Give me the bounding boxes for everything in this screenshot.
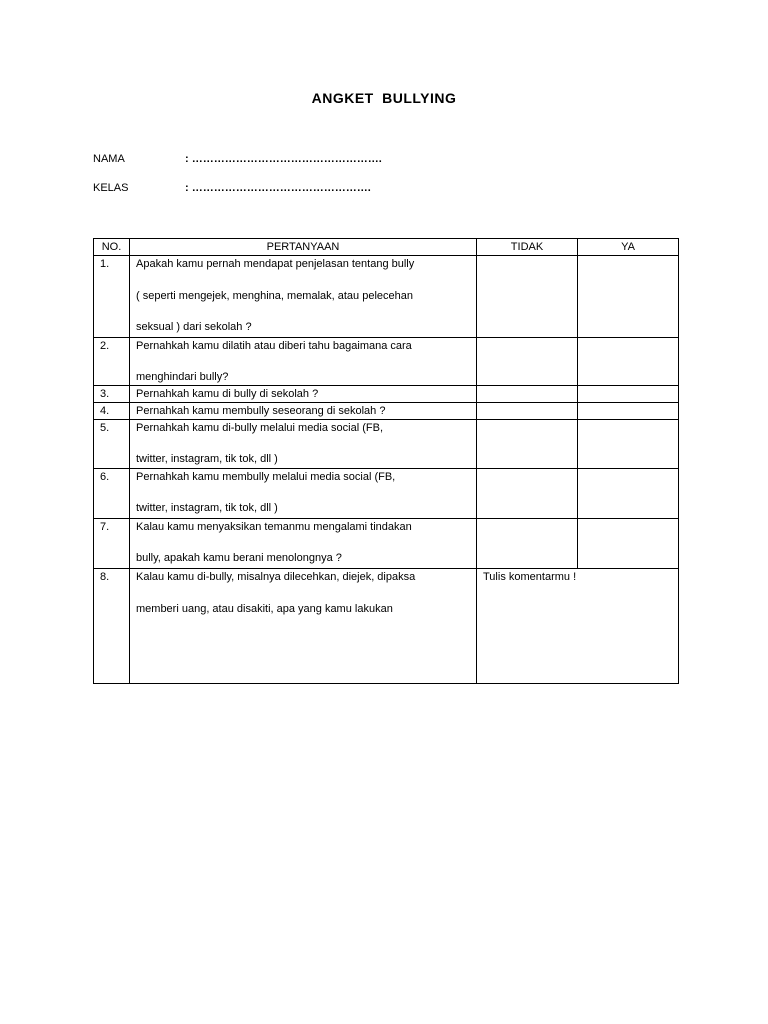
kelas-value: : …………………………………………. xyxy=(185,182,371,194)
table-row xyxy=(94,403,679,420)
page-title: ANGKET BULLYING xyxy=(311,90,457,106)
table-header-row xyxy=(94,239,679,256)
answer-tidak-cell[interactable] xyxy=(477,338,578,386)
answer-tidak-cell[interactable] xyxy=(477,519,578,569)
question-cell xyxy=(130,403,477,420)
question-line: Kalau kamu di-bully, misalnya dilecehkan, diejek, dipaksa xyxy=(136,571,416,583)
comment-prompt: Tulis komentarmu ! xyxy=(483,571,577,583)
nama-field[interactable] xyxy=(93,153,382,165)
question-line: Apakah kamu pernah mendapat penjelasan tentang bully xyxy=(136,258,415,270)
question-cell xyxy=(130,519,477,569)
questionnaire-table xyxy=(93,238,679,684)
answer-tidak-cell[interactable] xyxy=(477,386,578,403)
table-row xyxy=(94,569,679,684)
question-cell xyxy=(130,469,477,519)
table-row xyxy=(94,469,679,519)
row-number: 2. xyxy=(94,338,130,386)
row-number: 1. xyxy=(94,256,130,338)
question-cell xyxy=(130,338,477,386)
question-line: Pernahkah kamu di bully di sekolah ? xyxy=(136,388,319,400)
row-number: 5. xyxy=(94,420,130,469)
question-line: ( seperti mengejek, menghina, memalak, atau pelecehan xyxy=(136,290,413,302)
table-row xyxy=(94,420,679,469)
answer-tidak-cell[interactable] xyxy=(477,420,578,469)
answer-ya-cell[interactable] xyxy=(578,469,679,519)
question-line: Pernahkah kamu membully seseorang di sekolah ? xyxy=(136,405,386,417)
question-line: seksual ) dari sekolah ? xyxy=(136,321,252,333)
question-line: twitter, instagram, tik tok, dll ) xyxy=(136,453,278,465)
answer-ya-cell[interactable] xyxy=(578,403,679,420)
table-row xyxy=(94,519,679,569)
header-question: PERTANYAAN xyxy=(130,239,477,256)
table-row xyxy=(94,386,679,403)
row-number: 3. xyxy=(94,386,130,403)
row-number: 4. xyxy=(94,403,130,420)
header-no: NO. xyxy=(94,239,130,256)
question-line: memberi uang, atau disakiti, apa yang kamu lakukan xyxy=(136,603,393,615)
question-cell xyxy=(130,386,477,403)
answer-ya-cell[interactable] xyxy=(578,386,679,403)
answer-ya-cell[interactable] xyxy=(578,338,679,386)
answer-ya-cell[interactable] xyxy=(578,256,679,338)
question-line: bully, apakah kamu berani menolongnya ? xyxy=(136,552,342,564)
answer-ya-cell[interactable] xyxy=(578,519,679,569)
kelas-field[interactable] xyxy=(93,182,371,194)
question-cell xyxy=(130,256,477,338)
question-line: menghindari bully? xyxy=(136,371,229,383)
header-tidak: TIDAK xyxy=(477,239,578,256)
comment-cell[interactable] xyxy=(477,569,679,684)
question-cell xyxy=(130,569,477,684)
row-number: 7. xyxy=(94,519,130,569)
answer-tidak-cell[interactable] xyxy=(477,256,578,338)
header-ya: YA xyxy=(578,239,679,256)
table-row xyxy=(94,338,679,386)
question-cell xyxy=(130,420,477,469)
question-line: Pernahkah kamu dilatih atau diberi tahu bagaimana cara xyxy=(136,340,412,352)
question-line: twitter, instagram, tik tok, dll ) xyxy=(136,502,278,514)
question-line: Kalau kamu menyaksikan temanmu mengalami tindakan xyxy=(136,521,412,533)
kelas-label: KELAS xyxy=(93,182,129,194)
row-number: 6. xyxy=(94,469,130,519)
question-line: Pernahkah kamu membully melalui media social (FB, xyxy=(136,471,396,483)
answer-tidak-cell[interactable] xyxy=(477,403,578,420)
nama-value: : ……………………………………………. xyxy=(185,153,382,165)
table-row xyxy=(94,256,679,338)
question-line: Pernahkah kamu di-bully melalui media social (FB, xyxy=(136,422,383,434)
row-number: 8. xyxy=(94,569,130,684)
answer-tidak-cell[interactable] xyxy=(477,469,578,519)
nama-label: NAMA xyxy=(93,153,125,165)
answer-ya-cell[interactable] xyxy=(578,420,679,469)
